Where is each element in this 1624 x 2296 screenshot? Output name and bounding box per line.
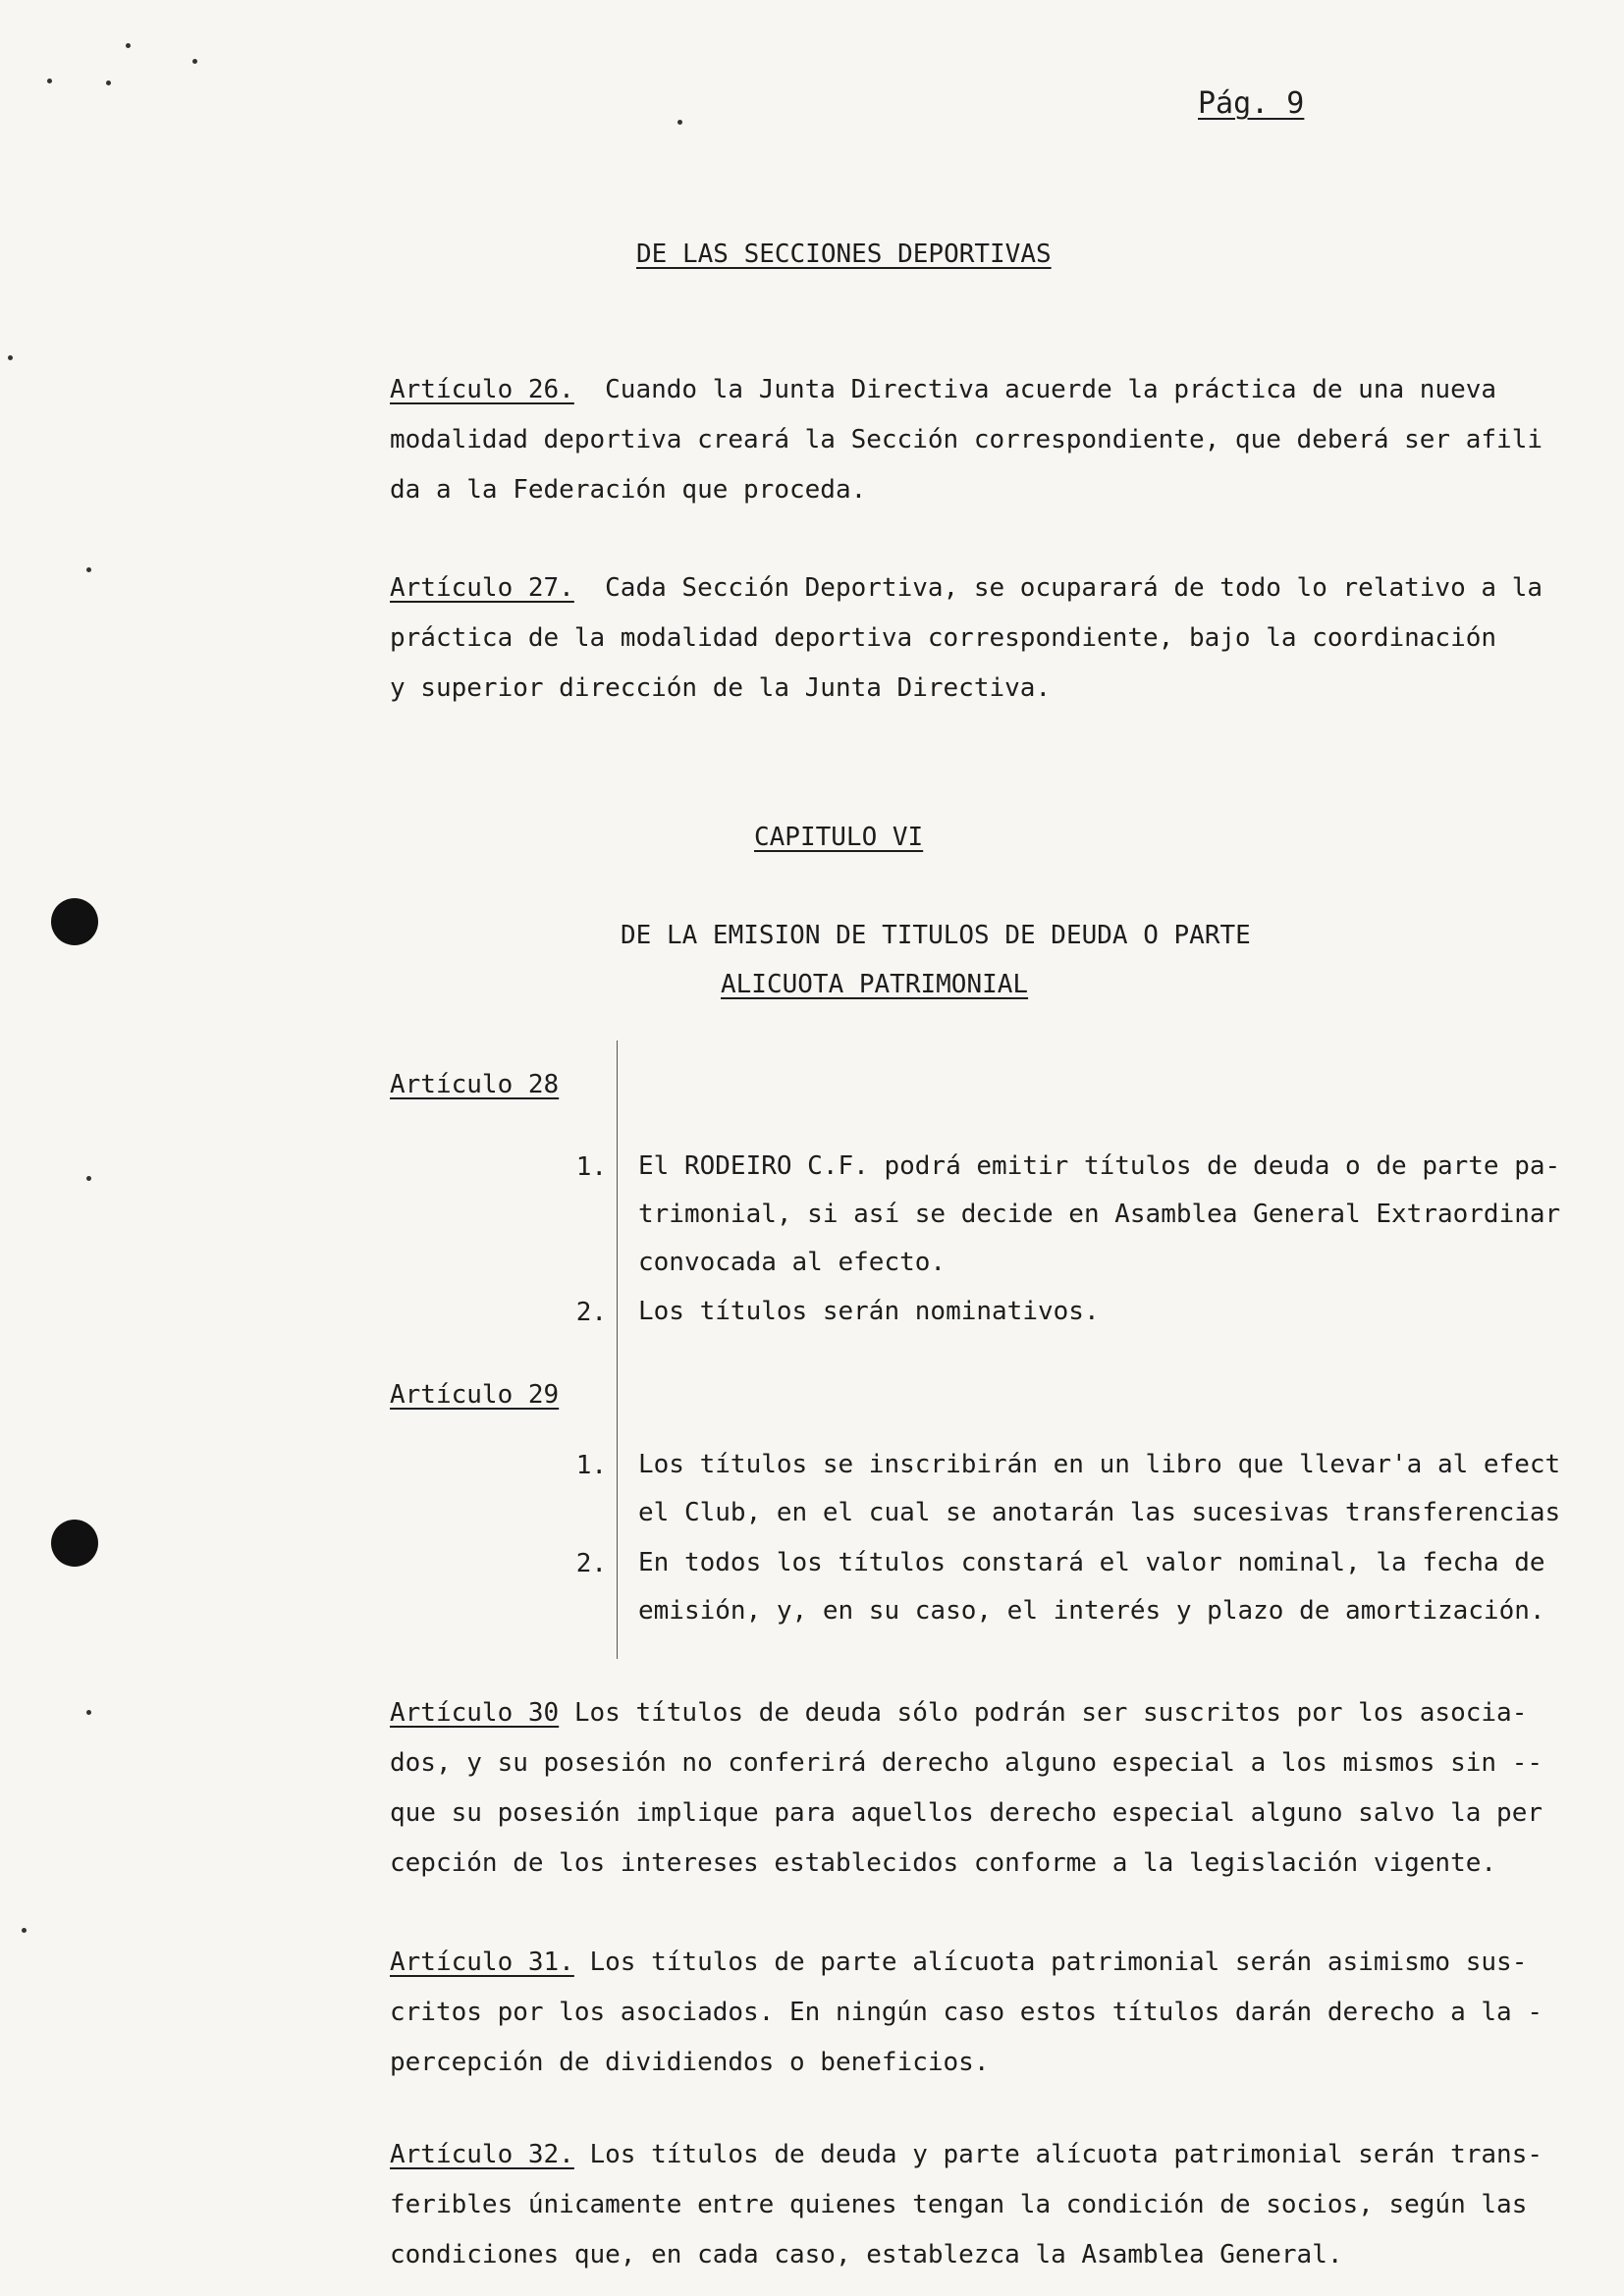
article-text-line: práctica de la modalidad deportiva correspondiente, bajo la coordinación	[390, 623, 1497, 653]
item-text-line: En todos los títulos constará el valor nominal, la fecha de	[638, 1548, 1545, 1577]
article-text-line: modalidad deportiva creará la Sección correspondiente, que deberá ser afili	[390, 425, 1543, 454]
item-text-line: El RODEIRO C.F. podrá emitir títulos de deuda o de parte pa-	[638, 1151, 1561, 1181]
item-text-line: convocada al efecto.	[638, 1248, 947, 1277]
speck	[126, 43, 131, 48]
article-text-line: y superior dirección de la Junta Directiva.	[390, 673, 1052, 703]
article-28-item-1	[638, 1143, 1622, 1287]
speck	[8, 355, 13, 360]
article-text-line: dos, y su posesión no conferirá derecho alguno especial a los mismos sin --	[390, 1748, 1543, 1778]
article-28-item-2	[638, 1288, 1622, 1336]
binder-hole-bottom	[51, 1520, 98, 1567]
article-32	[390, 2130, 1622, 2280]
item-number: 2.	[575, 1298, 607, 1327]
speck	[86, 1176, 91, 1181]
speck	[86, 1710, 91, 1715]
article-label: Artículo 32.	[390, 2140, 574, 2169]
speck	[22, 1928, 27, 1933]
speck	[47, 79, 52, 83]
chapter-subtitle-2: ALICUOTA PATRIMONIAL	[721, 970, 1029, 999]
article-text-line: condiciones que, en cada caso, establezca la Asamblea General.	[390, 2240, 1343, 2269]
margin-line	[617, 1041, 618, 1659]
item-text-line: el Club, en el cual se anotarán las sucesivas transferencias	[638, 1498, 1561, 1527]
article-text-line: Los títulos de deuda y parte alícuota patrimonial serán trans-	[573, 2140, 1543, 2169]
item-number: 2.	[575, 1549, 607, 1578]
article-label: Artículo 31.	[390, 1948, 574, 1977]
article-29-item-2	[638, 1539, 1622, 1635]
article-text-line: critos por los asociados. En ningún caso estos títulos darán derecho a la -	[390, 1998, 1543, 2027]
article-30	[390, 1688, 1622, 1889]
section-title: DE LAS SECCIONES DEPORTIVAS	[636, 240, 1052, 269]
article-text-line: feribles únicamente entre quienes tengan la condición de socios, según las	[390, 2190, 1528, 2219]
binder-hole-top	[51, 898, 98, 945]
article-text-line: Cada Sección Deportiva, se ocuparará de todo lo relativo a la	[605, 573, 1543, 603]
item-number: 1.	[575, 1152, 607, 1182]
article-31	[390, 1938, 1622, 2088]
article-29-item-1	[638, 1441, 1622, 1537]
chapter-title: CAPITULO VI	[754, 823, 924, 852]
article-29-label: Artículo 29	[390, 1380, 560, 1410]
article-text-line: Los títulos de deuda sólo podrán ser suscritos por los asocia-	[559, 1698, 1528, 1728]
page-number: Pág. 9	[1198, 86, 1305, 121]
article-label: Artículo 26.	[390, 375, 574, 404]
item-number: 1.	[575, 1451, 607, 1480]
article-27	[390, 563, 1622, 714]
speck	[192, 59, 197, 64]
item-text-line: Los títulos serán nominativos.	[638, 1297, 1100, 1326]
speck	[106, 80, 111, 85]
article-28-label: Artículo 28	[390, 1070, 560, 1099]
article-text-line: Cuando la Junta Directiva acuerde la práctica de una nueva	[605, 375, 1497, 404]
article-26	[390, 365, 1622, 515]
chapter-subtitle: DE LA EMISION DE TITULOS DE DEUDA O PARTE	[621, 921, 1251, 950]
article-label: Artículo 30	[390, 1698, 560, 1728]
item-text-line: emisión, y, en su caso, el interés y plazo de amortización.	[638, 1596, 1545, 1626]
article-text-line: da a la Federación que proceda.	[390, 475, 867, 505]
article-label: Artículo 27.	[390, 573, 574, 603]
article-text-line: que su posesión implique para aquellos derecho especial alguno salvo la per	[390, 1798, 1543, 1828]
item-text-line: Los títulos se inscribirán en un libro que llevar'a al efect	[638, 1450, 1561, 1479]
speck	[86, 567, 91, 572]
item-text-line: trimonial, si así se decide en Asamblea General Extraordinar	[638, 1200, 1561, 1229]
article-text-line: Los títulos de parte alícuota patrimonial serán asimismo sus-	[573, 1948, 1528, 1977]
article-text-line: cepción de los intereses establecidos conforme a la legislación vigente.	[390, 1848, 1497, 1878]
speck	[677, 120, 682, 125]
article-text-line: percepción de dividiendos o beneficios.	[390, 2048, 990, 2077]
